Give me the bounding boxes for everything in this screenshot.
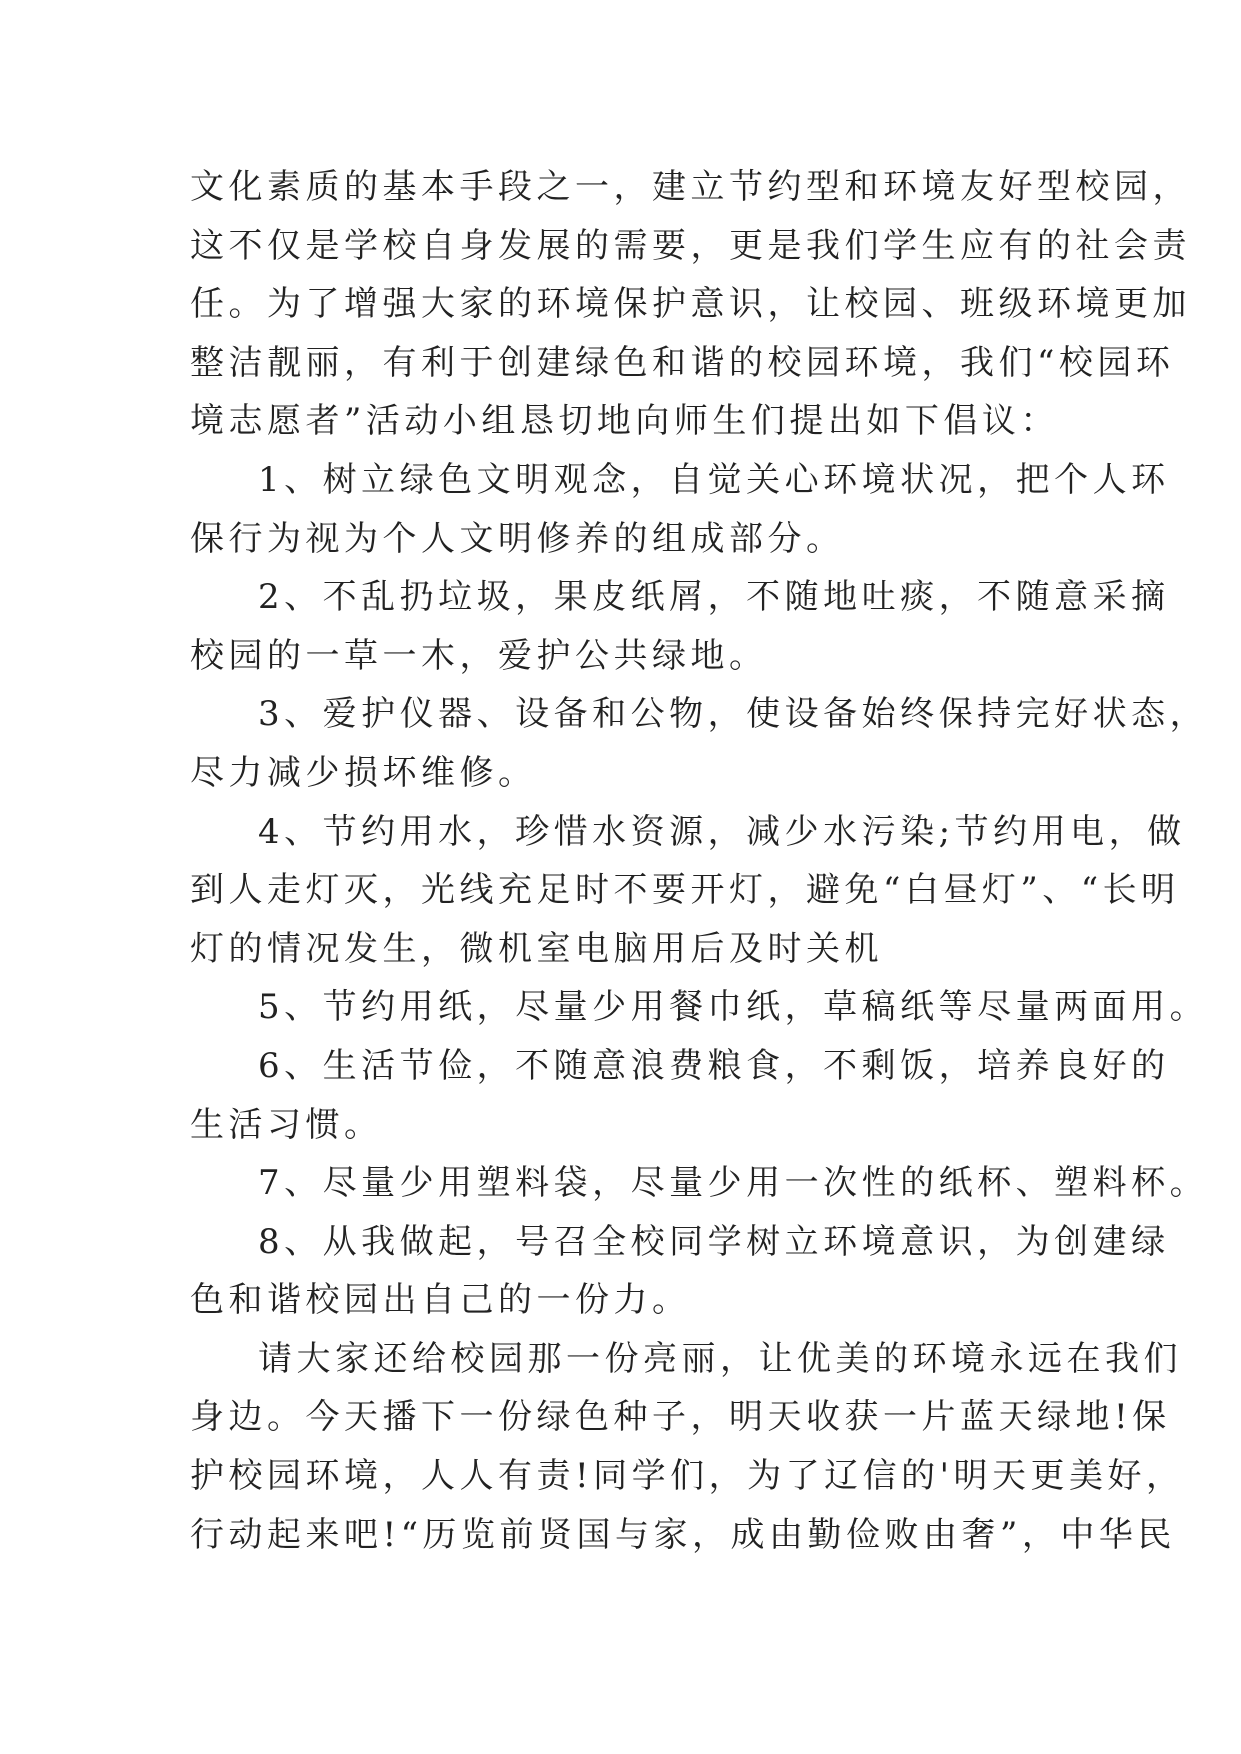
text-line: 到人走灯灭，光线充足时不要开灯，避免“白昼灯”、“长明 xyxy=(190,870,1180,911)
list-item-2: 2、不乱扔垃圾，果皮纸屑，不随地吐痰，不随意采摘 xyxy=(258,577,1170,618)
text-line: 这不仅是学校自身发展的需要，更是我们学生应有的社会责 xyxy=(190,225,1191,266)
list-item-1: 1、树立绿色文明观念，自觉关心环境状况，把个人环 xyxy=(258,459,1170,500)
closing-paragraph: 请大家还给校园那一份亮丽，让优美的环境永远在我们 xyxy=(258,1338,1182,1379)
text-line: 任。为了增强大家的环境保护意识，让校园、班级环境更加 xyxy=(190,284,1191,325)
text-line: 境志愿者”活动小组恳切地向师生们提出如下倡议： xyxy=(190,401,1059,442)
text-line: 整洁靓丽，有利于创建绿色和谐的校园环境，我们“校园环 xyxy=(190,342,1175,383)
text-line: 文化素质的基本手段之一，建立节约型和环境友好型校园， xyxy=(190,167,1191,207)
text-line: 灯的情况发生，微机室电脑用后及时关机 xyxy=(190,928,883,969)
text-line: 尽力减少损坏维修。 xyxy=(190,752,537,793)
text-line: 色和谐校园出自己的一份力。 xyxy=(190,1280,691,1321)
list-item-5: 5、节约用纸，尽量少用餐巾纸，草稿纸等尽量两面用。 xyxy=(258,987,1209,1028)
text-line: 生活习惯。 xyxy=(190,1104,383,1145)
text-line: 护校园环境，人人有责!同学们，为了辽信的'明天更美好， xyxy=(190,1456,1185,1497)
list-item-4: 4、节约用水，珍惜水资源，减少水污染;节约用电，做 xyxy=(258,811,1186,852)
text-line: 行动起来吧!“历览前贤国与家，成由勤俭败由奢”，中华民 xyxy=(190,1514,1176,1555)
list-item-8: 8、从我做起，号召全校同学树立环境意识，为创建绿 xyxy=(258,1221,1170,1262)
text-line: 保行为视为个人文明修养的组成部分。 xyxy=(190,518,845,559)
list-item-7: 7、尽量少用塑料袋，尽量少用一次性的纸杯、塑料杯。 xyxy=(258,1163,1209,1204)
text-line: 身边。今天播下一份绿色种子，明天收获一片蓝天绿地!保 xyxy=(190,1397,1171,1438)
document-body xyxy=(190,158,1209,1564)
list-item-3: 3、爱护仪器、设备和公物，使设备始终保持完好状态， xyxy=(258,694,1209,735)
list-item-6: 6、生活节俭，不随意浪费粮食，不剩饭，培养良好的 xyxy=(258,1045,1170,1086)
text-line: 校园的一草一木，爱护公共绿地。 xyxy=(190,635,768,676)
